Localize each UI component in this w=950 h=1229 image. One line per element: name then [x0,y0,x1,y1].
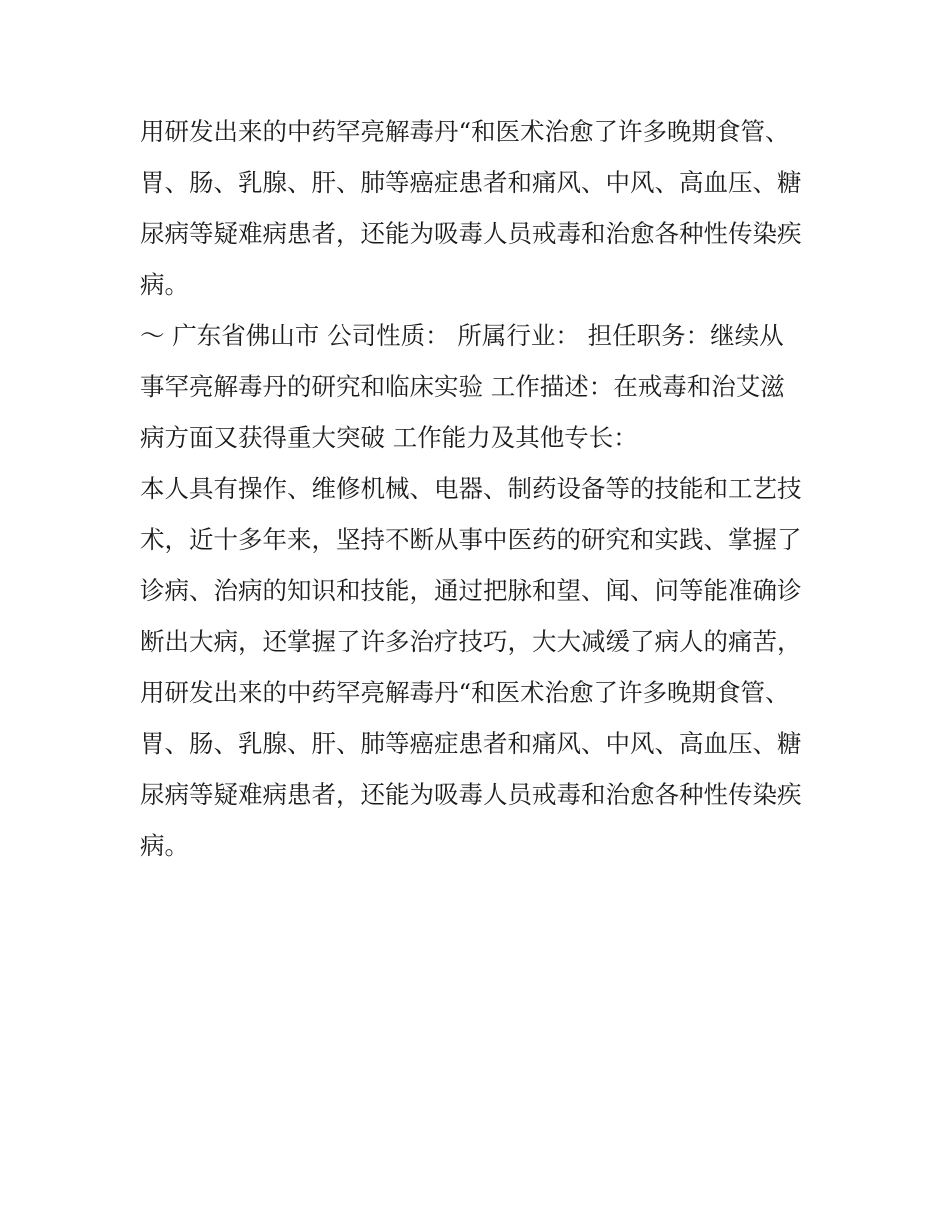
text-line: 事罕亮解毒丹的研究和临床实验 工作描述：在戒毒和治艾滋 [140,372,785,401]
text-line: ～ 广东省佛山市 公司性质： 所属行业： 担任职务：继续从 [140,321,784,350]
text-line: 用研发出来的中药罕亮解毒丹“和医术治愈了许多晚期食管、 [140,678,790,707]
document-body [140,106,820,871]
text-line: 尿病等疑难病患者，还能为吸毒人员戒毒和治愈各种性传染疾 [140,219,802,248]
text-line: 用研发出来的中药罕亮解毒丹“和医术治愈了许多晚期食管、 [140,117,790,146]
text-line: 术，近十多年来，坚持不断从事中医药的研究和实践、掌握了 [140,525,802,554]
text-line: 本人具有操作、维修机械、电器、制药设备等的技能和工艺技 [140,474,802,503]
text-line: 胃、肠、乳腺、肝、肺等癌症患者和痛风、中风、高血压、糖 [140,168,802,197]
text-line: 断出大病，还掌握了许多治疗技巧，大大减缓了病人的痛苦， [140,627,802,656]
text-line: 尿病等疑难病患者，还能为吸毒人员戒毒和治愈各种性传染疾 [140,780,802,809]
text-line: 病。 [140,831,189,860]
text-line: 诊病、治病的知识和技能，通过把脉和望、闻、问等能准确诊 [140,576,802,605]
text-line: 胃、肠、乳腺、肝、肺等癌症患者和痛风、中风、高血压、糖 [140,729,802,758]
text-line: 病。 [140,270,189,299]
text-line: 病方面又获得重大突破 工作能力及其他专长： [140,423,638,452]
